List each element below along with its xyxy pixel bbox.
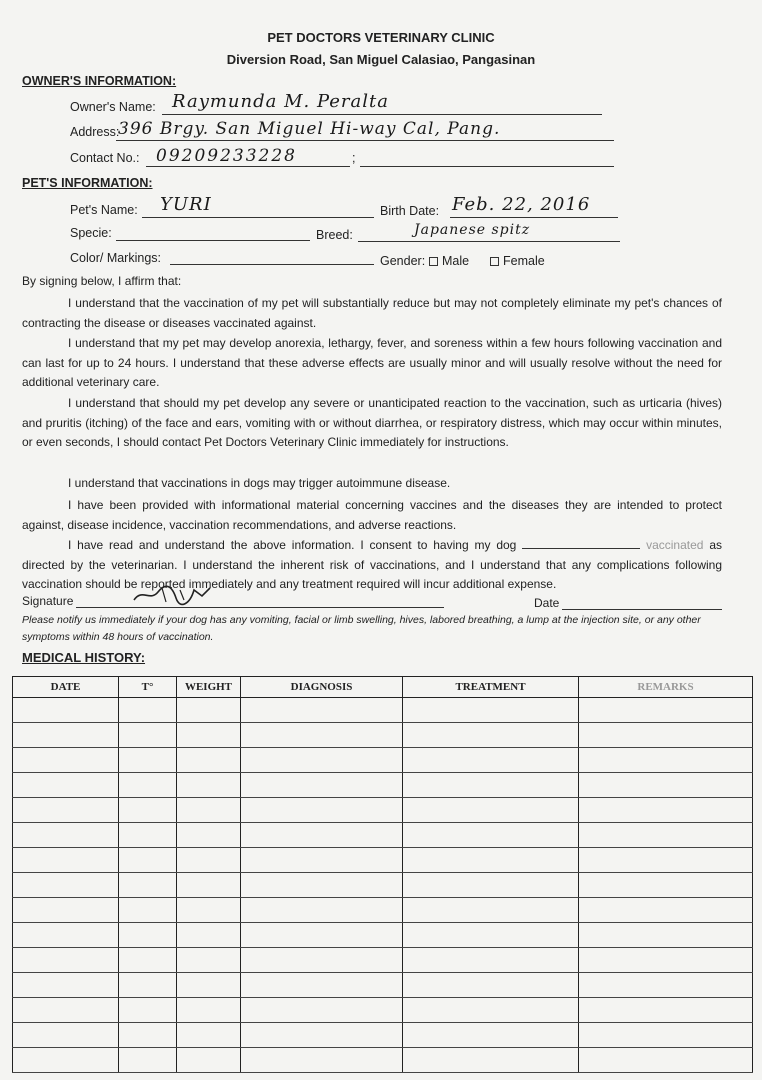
pet-section-title: PET'S INFORMATION: [22,176,153,190]
table-cell[interactable] [403,948,579,973]
consent-paragraph-3: I understand that should my pet develop any severe or unanticipated reaction to the vaccination, such as urticaria (hives) and pruritis (itching) of the face and ears, vomiting with or without diarrhea, or respiratory distress, which may occur within minutes, or even seconds, I should contact Pet Doctors Veterinary Clinic immediately for instructions. [22,396,722,449]
gender-female-label: Female [503,254,545,268]
table-cell[interactable] [177,898,241,923]
table-cell[interactable] [119,848,177,873]
table-cell[interactable] [13,898,119,923]
breed-line [358,241,620,242]
table-cell[interactable] [241,873,403,898]
table-cell[interactable] [13,698,119,723]
col-date: DATE [13,677,119,698]
table-row [13,1023,753,1048]
table-cell[interactable] [13,998,119,1023]
pet-name-line [142,217,374,218]
table-cell[interactable] [119,973,177,998]
table-cell[interactable] [403,823,579,848]
birth-date-value[interactable]: Feb. 22, 2016 [452,194,591,215]
table-cell[interactable] [177,1048,241,1073]
table-cell[interactable] [241,748,403,773]
col-treatment: TREATMENT [403,677,579,698]
table-cell[interactable] [13,873,119,898]
table-cell[interactable] [177,1023,241,1048]
clinic-name: PET DOCTORS VETERINARY CLINIC [267,30,495,45]
table-cell[interactable] [403,848,579,873]
medical-history-body [13,698,753,1073]
consent-paragraph-5: I have been provided with informational material concerning vaccines and the diseases they are intended to protect against, disease incidence, vaccination recommendations, and adverse reactions. [22,498,722,532]
contact-line-2 [360,166,614,167]
table-row [13,1048,753,1073]
owner-section-title: OWNER'S INFORMATION: [22,74,177,88]
table-cell[interactable] [241,923,403,948]
consent-paragraph-2: I understand that my pet may develop anorexia, lethargy, fever, and soreness within a few hours following vaccination and can last for up to 24 hours. I understand that these adverse effects are usually minor and will usually resolve without the need for additional veterinary care. [22,336,722,389]
consent-p6-part-b: vaccinated [646,538,704,552]
contact-label: Contact No.: [70,151,140,165]
table-cell[interactable] [177,973,241,998]
table-cell[interactable] [579,723,753,748]
table-cell[interactable] [177,823,241,848]
table-cell[interactable] [579,873,753,898]
pet-name-label: Pet's Name: [70,203,138,217]
table-cell[interactable] [119,1023,177,1048]
table-cell[interactable] [119,948,177,973]
table-cell[interactable] [579,973,753,998]
table-cell[interactable] [119,1048,177,1073]
table-cell[interactable] [119,823,177,848]
table-cell[interactable] [119,773,177,798]
table-cell[interactable] [579,798,753,823]
table-cell[interactable] [579,898,753,923]
color-markings-line[interactable] [170,264,374,265]
col-remarks: REMARKS [579,677,753,698]
table-cell[interactable] [403,923,579,948]
table-cell[interactable] [13,798,119,823]
table-header-row [13,677,753,698]
medical-history-table [12,676,753,1073]
gender-male-label: Male [442,254,470,268]
consent-paragraph-4: I understand that vaccinations in dogs may trigger autoimmune disease. [68,476,451,490]
consent-intro: By signing below, I affirm that: [22,274,182,288]
date-line[interactable] [562,609,722,610]
table-cell[interactable] [119,873,177,898]
table-cell[interactable] [403,1023,579,1048]
table-cell[interactable] [241,773,403,798]
owner-name-line [162,114,602,115]
table-row [13,923,753,948]
address-value[interactable]: 396 Brgy. San Miguel Hi-way Cal, Pang. [118,119,501,139]
birth-date-line [450,217,618,218]
specie-line[interactable] [116,240,310,241]
table-cell[interactable] [13,923,119,948]
contact-line [146,166,350,167]
table-row [13,973,753,998]
table-cell[interactable] [579,1048,753,1073]
table-cell[interactable] [13,773,119,798]
female-checkbox[interactable] [490,257,499,266]
col-diagnosis: DIAGNOSIS [241,677,403,698]
table-cell[interactable] [403,973,579,998]
table-cell[interactable] [403,1048,579,1073]
consent-p6-part-c: as directed by the veterinarian. I understand the inherent risk of vaccinations, and I understand that any complications following vaccination should be reported immediately and any treatment required will incur additional expense. [22,538,722,591]
table-row [13,898,753,923]
table-cell[interactable] [403,773,579,798]
table-cell[interactable] [579,773,753,798]
table-cell[interactable] [579,1023,753,1048]
table-cell[interactable] [403,748,579,773]
address-label: Address: [70,125,120,139]
table-row [13,723,753,748]
table-cell[interactable] [119,898,177,923]
contact-separator: ; [352,151,356,165]
table-row [13,823,753,848]
table-cell[interactable] [13,1048,119,1073]
dog-name-blank[interactable] [522,536,640,549]
table-cell[interactable] [579,698,753,723]
table-cell[interactable] [177,873,241,898]
date-label: Date [534,596,560,610]
table-cell[interactable] [579,748,753,773]
owner-name-label: Owner's Name: [70,100,156,114]
table-cell[interactable] [119,748,177,773]
table-cell[interactable] [241,998,403,1023]
table-cell[interactable] [403,898,579,923]
table-cell[interactable] [403,873,579,898]
breed-label: Breed: [316,228,353,242]
consent-paragraph-6 [22,536,722,595]
signature-label: Signature [22,594,74,608]
table-cell[interactable] [13,823,119,848]
breed-value[interactable]: Japanese spitz [414,222,531,238]
gender-label: Gender: [380,254,426,268]
contact-value[interactable]: 09209233228 [156,146,297,166]
table-cell[interactable] [241,1048,403,1073]
specie-label: Specie: [70,226,112,240]
table-cell[interactable] [13,948,119,973]
table-cell[interactable] [241,823,403,848]
table-cell[interactable] [403,798,579,823]
consent-paragraph-1: I understand that the vaccination of my pet will substantially reduce but may not completely eliminate my pet's chances of contracting the disease or diseases vaccinated against. [22,296,722,330]
table-cell[interactable] [579,823,753,848]
gender-male-option[interactable] [429,254,469,268]
table-cell[interactable] [579,923,753,948]
table-cell[interactable] [119,723,177,748]
owner-name-value[interactable]: Raymunda M. Peralta [172,91,389,112]
col-weight: WEIGHT [177,677,241,698]
table-row [13,748,753,773]
table-row [13,848,753,873]
table-cell[interactable] [13,848,119,873]
table-cell[interactable] [13,723,119,748]
table-cell[interactable] [177,723,241,748]
table-cell[interactable] [177,948,241,973]
table-cell[interactable] [241,948,403,973]
male-checkbox[interactable] [429,257,438,266]
table-cell[interactable] [119,798,177,823]
table-cell[interactable] [119,698,177,723]
table-cell[interactable] [241,798,403,823]
table-cell[interactable] [241,698,403,723]
table-cell[interactable] [177,773,241,798]
col-temperature: T° [119,677,177,698]
table-row [13,998,753,1023]
table-row [13,873,753,898]
table-cell[interactable] [579,848,753,873]
table-cell[interactable] [13,748,119,773]
table-cell[interactable] [579,948,753,973]
table-cell[interactable] [241,898,403,923]
clinic-address: Diversion Road, San Miguel Calasiao, Pangasinan [226,52,536,67]
table-cell[interactable] [403,698,579,723]
notice-text: Please notify us immediately if your dog has any vomiting, facial or limb swelling, hives, labored breathing, a lump at the injection site, or any other symptoms within 48 hours of vaccination. [22,614,701,643]
table-cell[interactable] [13,1023,119,1048]
table-cell[interactable] [241,848,403,873]
table-row [13,948,753,973]
table-cell[interactable] [119,923,177,948]
address-line [116,140,614,141]
table-cell[interactable] [177,748,241,773]
table-cell[interactable] [177,798,241,823]
table-cell[interactable] [403,998,579,1023]
table-cell[interactable] [241,723,403,748]
table-row [13,773,753,798]
birth-date-label: Birth Date: [380,204,440,218]
table-cell[interactable] [119,998,177,1023]
table-cell[interactable] [177,698,241,723]
table-cell[interactable] [177,923,241,948]
table-cell[interactable] [241,973,403,998]
signature-line[interactable] [76,607,444,608]
table-cell[interactable] [177,848,241,873]
consent-p6-part-a: I have read and understand the above information. I consent to having my dog [68,538,517,552]
medical-history-title: MEDICAL HISTORY: [22,650,146,665]
table-cell[interactable] [13,973,119,998]
gender-female-option[interactable] [490,254,545,268]
table-cell[interactable] [579,998,753,1023]
table-row [13,698,753,723]
table-cell[interactable] [177,998,241,1023]
signature-scribble [132,584,212,606]
table-cell[interactable] [241,1023,403,1048]
pet-name-value[interactable]: YURI [160,194,212,215]
color-markings-label: Color/ Markings: [70,251,161,265]
table-cell[interactable] [403,723,579,748]
table-row [13,798,753,823]
